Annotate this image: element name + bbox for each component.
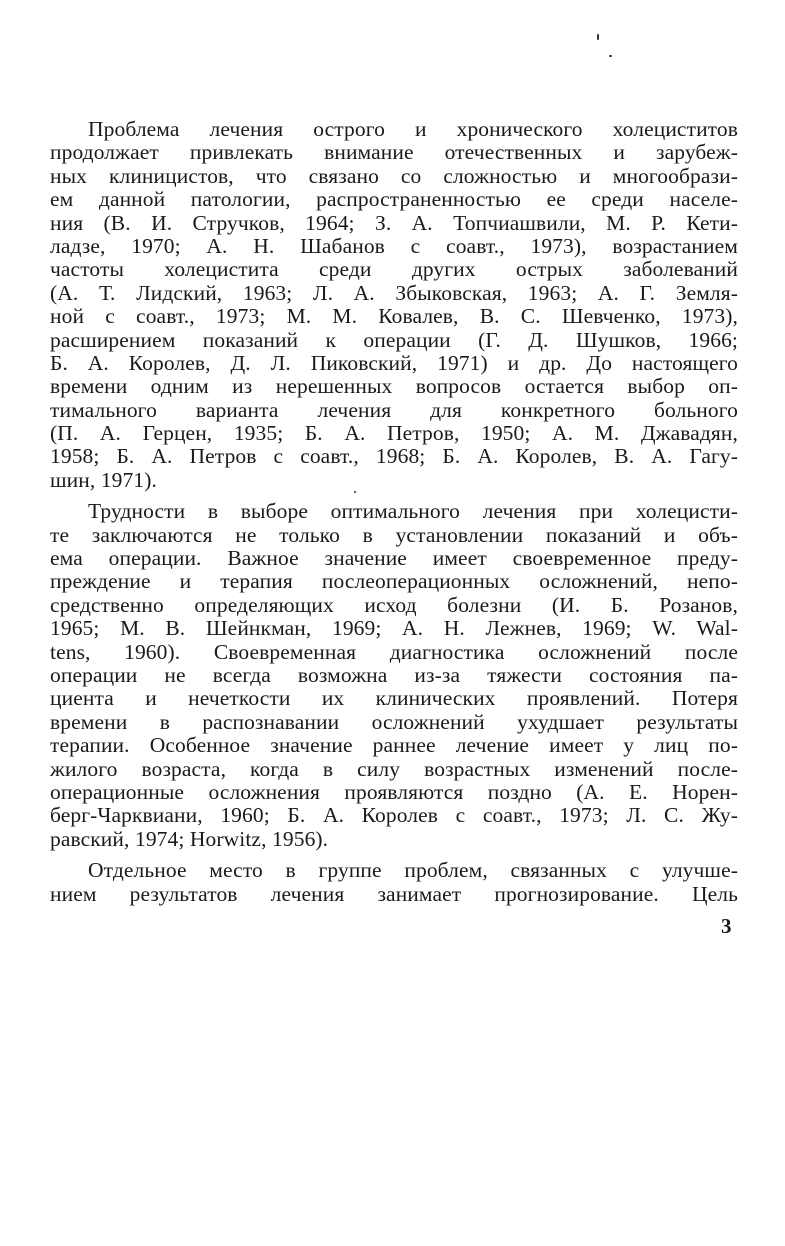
text-line: те заключаются не только в установлении показаний и объ- — [50, 522, 738, 547]
text-line: Проблема лечения острого и хронического холециститов — [88, 117, 738, 141]
text-line: равский, 1974; Horwitz, 1956). — [50, 826, 329, 851]
text-line: преждение и терапия послеоперационных осложнений, непо- — [50, 569, 738, 594]
text-line: ной с соавт., 1973; М. М. Ковалев, В. С. Шевченко, 1973), — [50, 304, 738, 329]
text-line: ема операции. Важное значение имеет своевременное преду- — [50, 546, 738, 571]
text-line: операционные осложнения проявляются поздно (А. Е. Норен- — [50, 779, 738, 804]
body-text — [50, 118, 738, 906]
text-line: берг-Чарквиани, 1960; Б. А. Королев с соавт., 1973; Л. С. Жу- — [50, 803, 738, 828]
text-line: средственно определяющих исход болезни (И. Б. Розанов, — [50, 592, 738, 617]
text-line: циента и нечеткости их клинических проявлений. Потеря — [50, 686, 738, 711]
text-line: ладзе, 1970; А. Н. Шабанов с соавт., 1973), возрастанием — [50, 233, 738, 258]
text-line: Отдельное место в группе проблем, связанных с улучше- — [88, 858, 738, 883]
text-line: Б. А. Королев, Д. Л. Пиковский, 1971) и др. До настоящего — [50, 350, 738, 375]
paragraph-2 — [50, 500, 738, 851]
paragraph-1 — [50, 118, 738, 492]
text-line: продолжает привлекать внимание отечественных и зарубеж- — [50, 140, 738, 165]
text-line: жилого возраста, когда в силу возрастных изменений после- — [50, 756, 738, 781]
text-line: ния (В. И. Стручков, 1964; З. А. Топчиашвили, М. Р. Кети- — [50, 210, 738, 235]
paragraph-3 — [50, 859, 738, 906]
text-line: Трудности в выборе оптимального лечения при холецисти- — [88, 499, 738, 524]
text-line: нием результатов лечения занимает прогнозирование. Цель — [50, 881, 738, 906]
text-line: ем данной патологии, распространенностью ее среди населе- — [50, 187, 738, 212]
print-speck — [609, 55, 612, 57]
text-line: времени одним из нерешенных вопросов остается выбор оп- — [50, 374, 738, 399]
text-line: (П. А. Герцен, 1935; Б. А. Петров, 1950; А. М. Джавадян, — [50, 421, 738, 446]
text-line: времени в распознавании осложнений ухудшает результаты — [50, 709, 738, 734]
print-speck — [597, 34, 599, 40]
text-line: операции не всегда возможна из-за тяжести состояния па- — [50, 662, 738, 687]
text-line: шин, 1971). — [50, 467, 157, 492]
text-line: (А. Т. Лидский, 1963; Л. А. Збыковская, 1963; А. Г. Земля- — [50, 280, 738, 305]
text-line: расширением показаний к операции (Г. Д. Шушков, 1966; — [50, 327, 738, 352]
text-line: тимального варианта лечения для конкретного больного — [50, 397, 738, 422]
text-line: частоты холецистита среди других острых заболеваний — [50, 257, 738, 282]
text-line: терапии. Особенное значение раннее лечение имеет у лиц по- — [50, 733, 738, 758]
text-line: 1958; Б. А. Петров с соавт., 1968; Б. А. Королев, В. А. Гагу- — [50, 444, 738, 469]
text-line: tens, 1960). Своевременная диагностика осложнений после — [50, 639, 738, 664]
text-line: ных клиницистов, что связано со сложностью и многообрази- — [50, 163, 738, 188]
text-line: 1965; М. В. Шейнкман, 1969; А. Н. Лежнев, 1969; W. Wal- — [50, 616, 738, 641]
page-number: 3 — [721, 914, 732, 938]
